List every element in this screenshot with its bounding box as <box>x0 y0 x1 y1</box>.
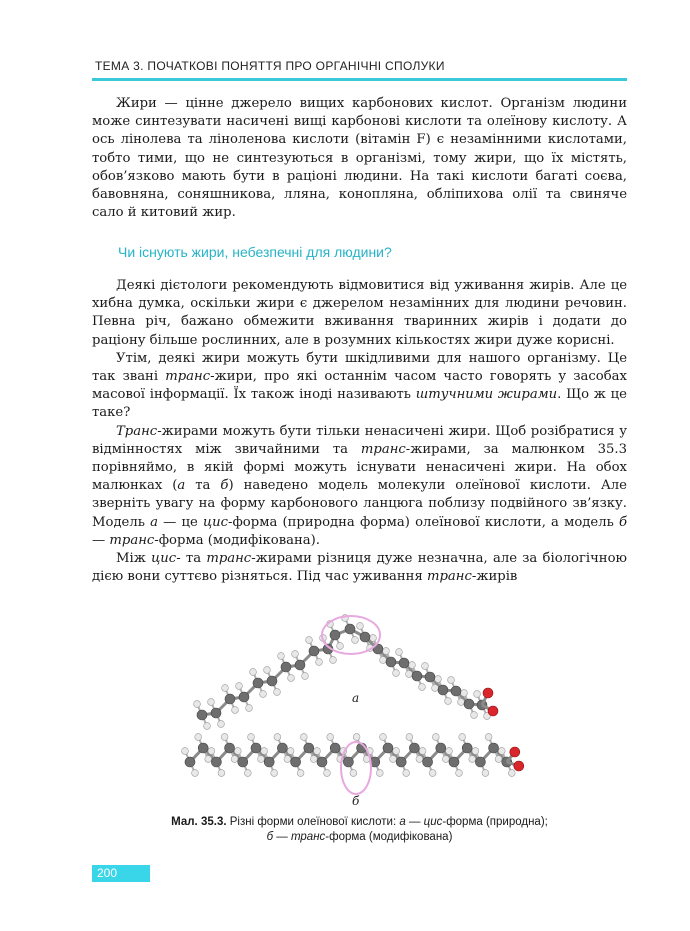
carbon-atom <box>438 685 448 695</box>
hydrogen-atom <box>316 659 323 666</box>
carbon-atom <box>423 757 433 767</box>
carbon-atom <box>462 743 472 753</box>
hydrogen-atom <box>508 770 515 777</box>
figure-caption: Мал. 35.3. Різні форми олеїнової кислоти: а — цис-форма (природна); б — транс-форма (модифікована) <box>171 816 548 843</box>
hydrogen-atom <box>310 756 317 763</box>
hydrogen-atom <box>261 748 268 755</box>
carbon-atom <box>464 699 474 709</box>
hydrogen-atom <box>195 734 202 741</box>
hydrogen-atom <box>357 623 364 630</box>
hydrogen-atom <box>446 748 453 755</box>
hydrogen-atom <box>302 673 309 680</box>
carbon-atom <box>225 743 235 753</box>
hydrogen-atom <box>232 707 239 714</box>
hydrogen-atom <box>264 667 271 674</box>
hydrogen-atom <box>297 770 304 777</box>
hydrogen-atom <box>330 657 337 664</box>
hydrogen-atom <box>327 734 334 741</box>
hydrogen-atom <box>306 637 313 644</box>
hydrogen-atom <box>406 671 413 678</box>
hydrogen-atom <box>292 651 299 658</box>
carbon-atom <box>449 757 459 767</box>
oxygen-atom <box>483 688 493 698</box>
carbon-atom <box>330 743 340 753</box>
hydrogen-atom <box>236 683 243 690</box>
carbon-atom <box>412 671 422 681</box>
carbon-atom <box>330 630 340 640</box>
hydrogen-atom <box>222 685 229 692</box>
cis-oleic-acid-model <box>194 615 498 730</box>
carbon-atom <box>239 692 249 702</box>
hydrogen-atom <box>324 770 331 777</box>
page-number: 200 <box>97 866 118 880</box>
carbon-atom <box>309 646 319 656</box>
paragraph-2: Утім, деякі жири можуть бути шкідливими для нашого організму. Це так звані транс-жири, про які останнім часом часто говорять у засобах масової інформації. Їх також іноді називають штучними жирами. Що ж це таке? <box>92 350 627 421</box>
hydrogen-atom <box>287 748 294 755</box>
paragraph-3: Транс-жирами можуть бути тільки ненасичені жири. Щоб розібратися у відмінностях між звичайними та транс-жирами, за малюнком 35.3 порівняймо, в якій формі можуть існувати ненасичені жири. На обох малюнках (а та б) наведено модель молекули олеїнової кислоти. Але зверніть увагу на форму карбонового ланцюга поблизу подвійного зв’язку. Модель а — це цис-форма (природна форма) олеїнової кислоти, а модель б — транс-форма (модифікована). <box>92 423 627 548</box>
hydrogen-atom <box>471 712 478 719</box>
hydrogen-atom <box>337 643 344 650</box>
carbon-atom <box>409 743 419 753</box>
hydrogen-atom <box>350 770 357 777</box>
hydrogen-atom <box>208 748 215 755</box>
carbon-atom <box>360 632 370 642</box>
hydrogen-atom <box>393 670 400 677</box>
hydrogen-atom <box>246 705 253 712</box>
hydrogen-atom <box>231 756 238 763</box>
carbon-atom <box>295 660 305 670</box>
hydrogen-atom <box>416 756 423 763</box>
carbon-atom <box>399 658 409 668</box>
carbon-atom <box>277 743 287 753</box>
hydrogen-atom <box>370 635 377 642</box>
hydrogen-atom <box>352 637 359 644</box>
hydrogen-atom <box>396 649 403 656</box>
hydrogen-atom <box>419 684 426 691</box>
hydrogen-atom <box>390 756 397 763</box>
hydrogen-atom <box>218 721 225 728</box>
double-bond-highlight-trans <box>341 742 371 794</box>
hydrogen-atom <box>300 734 307 741</box>
carbon-atom <box>383 743 393 753</box>
hydrogen-atom <box>260 691 267 698</box>
carbon-atom <box>475 757 485 767</box>
hydrogen-atom <box>445 698 452 705</box>
carbon-atom <box>345 624 355 634</box>
hydrogen-atom <box>409 662 416 669</box>
carbon-atom <box>386 657 396 667</box>
carbon-atom <box>396 757 406 767</box>
hydrogen-atom <box>435 676 442 683</box>
trans-oleic-acid-model <box>182 734 524 777</box>
carbon-atom <box>304 743 314 753</box>
hydrogen-atom <box>498 748 505 755</box>
header-rule <box>92 78 627 81</box>
hydrogen-atom <box>353 734 360 741</box>
hydrogen-atom <box>442 756 449 763</box>
carbon-atom <box>425 672 435 682</box>
hydrogen-atom <box>448 677 455 684</box>
carbon-atom <box>197 710 207 720</box>
hydrogen-atom <box>284 756 291 763</box>
running-header: ТЕМА 3. ПОЧАТКОВІ ПОНЯТТЯ ПРО ОРГАНІЧНІ СПОЛУКИ <box>95 59 445 73</box>
carbon-atom <box>211 708 221 718</box>
hydrogen-atom <box>288 675 295 682</box>
carbon-atom <box>291 757 301 767</box>
section-body <box>92 277 627 586</box>
carbon-atom <box>264 757 274 767</box>
hydrogen-atom <box>218 770 225 777</box>
figure-label-a: а <box>352 691 360 705</box>
hydrogen-atom <box>461 690 468 697</box>
hydrogen-atom <box>429 770 436 777</box>
carbon-atom <box>238 757 248 767</box>
hydrogen-atom <box>469 756 476 763</box>
carbon-atom <box>436 743 446 753</box>
hydrogen-atom <box>376 770 383 777</box>
paragraph-4: Між цис- та транс-жирами різниця дуже незначна, але за біологічною дією вони суттєво різняться. Під час уживання транс-жирів <box>92 551 628 585</box>
hydrogen-atom <box>182 748 189 755</box>
hydrogen-atom <box>244 770 251 777</box>
hydrogen-atom <box>250 669 257 676</box>
hydrogen-atom <box>485 734 492 741</box>
oxygen-atom <box>514 761 524 771</box>
hydrogen-atom <box>221 734 228 741</box>
hydrogen-atom <box>459 734 466 741</box>
hydrogen-atom <box>248 734 255 741</box>
hydrogen-atom <box>204 723 211 730</box>
hydrogen-atom <box>380 657 387 664</box>
carbon-atom <box>451 686 461 696</box>
hydrogen-atom <box>406 734 413 741</box>
hydrogen-atom <box>495 756 502 763</box>
hydrogen-atom <box>432 685 439 692</box>
hydrogen-atom <box>380 734 387 741</box>
carbon-atom <box>267 676 277 686</box>
carbon-atom <box>211 757 221 767</box>
hydrogen-atom <box>393 748 400 755</box>
carbon-atom <box>225 694 235 704</box>
carbon-atom <box>489 743 499 753</box>
hydrogen-atom <box>482 770 489 777</box>
hydrogen-atom <box>192 770 199 777</box>
hydrogen-atom <box>383 648 390 655</box>
carbon-atom <box>198 743 208 753</box>
paragraph-1: Деякі дієтологи рекомендують відмовитися від уживання жирів. Але це хибна думка, оскільки жири є джерелом незамінних для людини речовин. Певна річ, бажано обмежити вживання тваринних жирів і додати до раціону більше рослинних, але в розумних кількостях жири дуже корисні. <box>92 278 627 348</box>
hydrogen-atom <box>432 734 439 741</box>
hydrogen-atom <box>419 748 426 755</box>
carbon-atom <box>185 757 195 767</box>
hydrogen-atom <box>205 756 212 763</box>
figure-label-b: б <box>352 794 360 808</box>
carbon-atom <box>317 757 327 767</box>
hydrogen-atom <box>314 748 321 755</box>
molecule-figure <box>180 605 540 815</box>
oxygen-atom <box>488 706 498 716</box>
hydrogen-atom <box>208 699 215 706</box>
carbon-atom <box>253 678 263 688</box>
hydrogen-atom <box>271 770 278 777</box>
carbon-atom <box>343 757 353 767</box>
hydrogen-atom <box>278 653 285 660</box>
hydrogen-atom <box>474 691 481 698</box>
intro-text: Жири — цінне джерело вищих карбонових кислот. Організм людини може синтезувати насичені вищі карбонові кислоти та олеїнову кислоту. А ось лінолева та ліноленова кислоти (вітамін F) є незамінними кислотами, тобто тими, що не синтезуються в організмі, тому жири, що їх містять, обов’язково мають бути в раціоні людини. На такі кислоти багаті соєва, бавовняна, соняшникова, лляна, конопляна, обліпихова олії та свиняче сало й китовий жир. <box>92 96 627 221</box>
hydrogen-atom <box>194 701 201 708</box>
oxygen-atom <box>510 747 520 757</box>
hydrogen-atom <box>234 748 241 755</box>
hydrogen-atom <box>274 734 281 741</box>
hydrogen-atom <box>403 770 410 777</box>
section-heading: Чи існують жири, небезпечні для людини? <box>118 244 392 260</box>
hydrogen-atom <box>422 663 429 670</box>
intro-paragraph <box>92 95 627 222</box>
hydrogen-atom <box>472 748 479 755</box>
carbon-atom <box>251 743 261 753</box>
carbon-atom <box>281 662 291 672</box>
hydrogen-atom <box>274 689 281 696</box>
hydrogen-atom <box>458 699 465 706</box>
hydrogen-atom <box>258 756 265 763</box>
hydrogen-atom <box>456 770 463 777</box>
